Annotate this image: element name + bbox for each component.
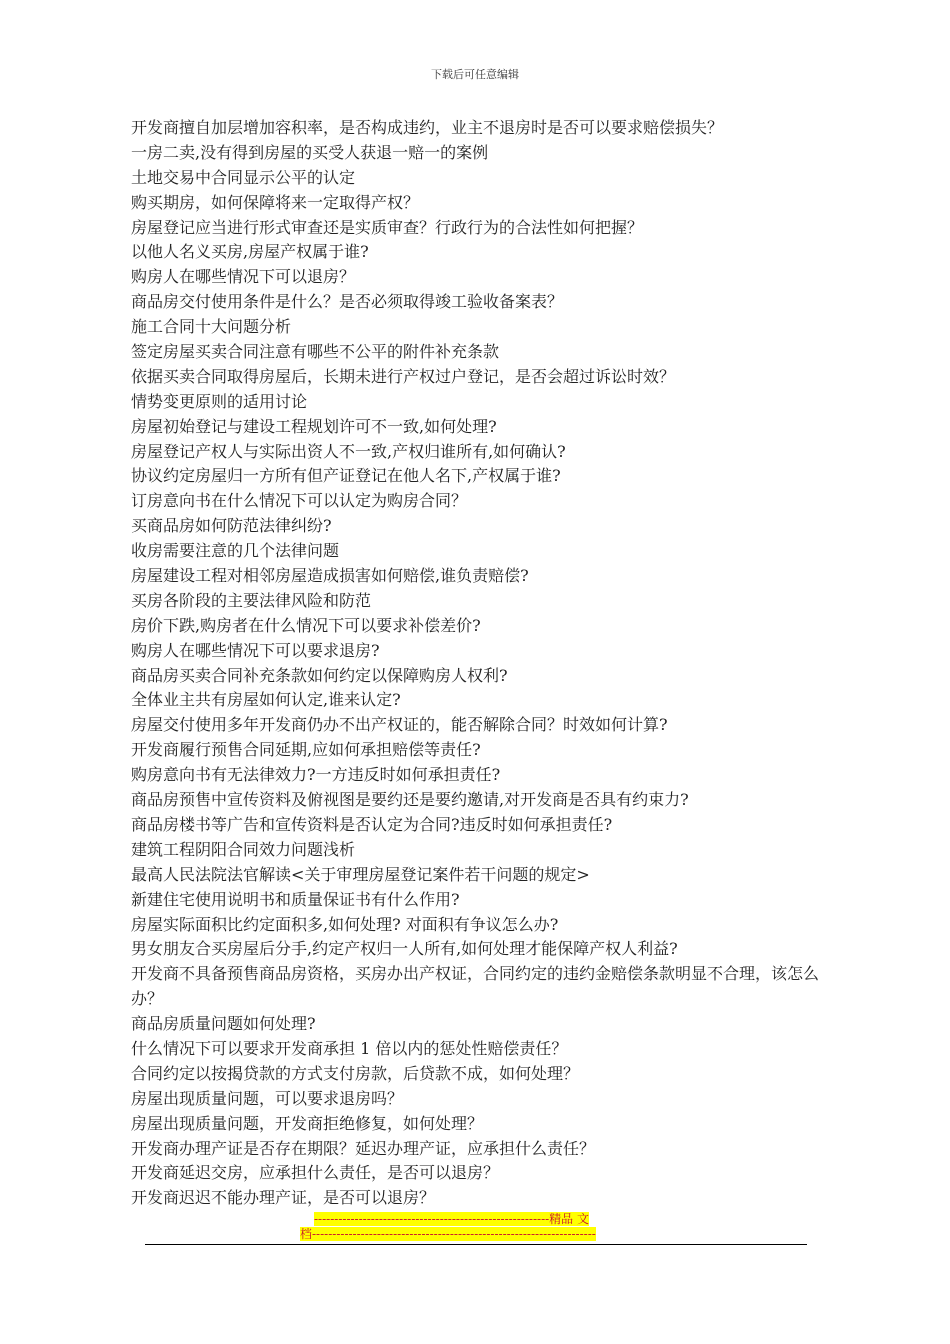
list-item: 房屋出现质量问题，可以要求退房吗？ <box>131 1088 404 1108</box>
list-item: 建筑工程阴阳合同效力问题浅析 <box>131 839 356 859</box>
list-item: 一房二卖,没有得到房屋的买受人获退一赔一的案例 <box>131 142 489 162</box>
list-item: 购房人在哪些情况下可以要求退房? <box>131 640 380 660</box>
footer-watermark <box>300 1212 650 1242</box>
list-item: 开发商履行预售合同延期,应如何承担赔偿等责任? <box>131 740 481 760</box>
footer-divider <box>145 1244 807 1245</box>
list-item: 开发商迟迟不能办理产证，是否可以退房？ <box>131 1188 436 1208</box>
list-item: 开发商不具备预售商品房资格，买房办出产权证，合同约定的违约金赔偿条款明显不合理，该怎么办？ <box>131 964 820 1009</box>
list-item: 订房意向书在什么情况下可以认定为购房合同？ <box>131 491 468 511</box>
list-item: 开发商延迟交房，应承担什么责任，是否可以退房？ <box>131 1163 500 1183</box>
list-item: 购房人在哪些情况下可以退房？ <box>131 267 356 287</box>
list-item: 房屋登记应当进行形式审查还是实质审查？行政行为的合法性如何把握？ <box>131 217 644 237</box>
question-list <box>131 116 843 1211</box>
list-item: 依据买卖合同取得房屋后，长期未进行产权过户登记，是否会超过诉讼时效？ <box>131 366 676 386</box>
footer-line-1: ----------------------------------------------------------精品 文 <box>314 1212 589 1226</box>
list-item: 买房各阶段的主要法律风险和防范 <box>131 590 372 610</box>
footer-line-2: 档---------------------------------------------------------------------- <box>300 1227 596 1241</box>
list-item: 商品房质量问题如何处理? <box>131 1014 316 1034</box>
list-item: 购买期房，如何保障将来一定取得产权？ <box>131 192 420 212</box>
list-item: 房屋登记产权人与实际出资人不一致,产权归谁所有,如何确认? <box>131 441 566 461</box>
list-item: 合同约定以按揭贷款的方式支付房款，后贷款不成，如何处理？ <box>131 1063 580 1083</box>
list-item: 商品房交付使用条件是什么？是否必须取得竣工验收备案表？ <box>131 292 564 312</box>
list-item: 房屋实际面积比约定面积多,如何处理? 对面积有争议怎么办? <box>131 914 559 934</box>
list-item: 房屋交付使用多年开发商仍办不出产权证的，能否解除合同？时效如何计算? <box>131 715 668 735</box>
list-item: 商品房楼书等广告和宣传资料是否认定为合同?违反时如何承担责任? <box>131 814 613 834</box>
list-item: 房屋出现质量问题，开发商拒绝修复，如何处理？ <box>131 1113 484 1133</box>
list-item: 土地交易中合同显示公平的认定 <box>131 167 356 187</box>
list-item: 买商品房如何防范法律纠纷? <box>131 516 332 536</box>
list-item: 施工合同十大问题分析 <box>131 317 292 337</box>
list-item: 收房需要注意的几个法律问题 <box>131 541 340 561</box>
list-item: 房价下跌,购房者在什么情况下可以要求补偿差价? <box>131 615 481 635</box>
list-item: 商品房买卖合同补充条款如何约定以保障购房人权利? <box>131 665 508 685</box>
list-item: 房屋建设工程对相邻房屋造成损害如何赔偿,谁负责赔偿? <box>131 566 529 586</box>
list-item: 房屋初始登记与建设工程规划许可不一致,如何处理? <box>131 416 497 436</box>
list-item: 全体业主共有房屋如何认定,谁来认定? <box>131 690 401 710</box>
list-item: 购房意向书有无法律效力?一方违反时如何承担责任? <box>131 765 501 785</box>
list-item: 协议约定房屋归一方所有但产证登记在他人名下,产权属于谁? <box>131 466 561 486</box>
list-item: 以他人名义买房,房屋产权属于谁? <box>131 242 369 262</box>
list-item: 开发商擅自加层增加容积率，是否构成违约，业主不退房时是否可以要求赔偿损失？ <box>131 118 724 137</box>
list-item: 新建住宅使用说明书和质量保证书有什么作用? <box>131 889 460 909</box>
list-item: 签定房屋买卖合同注意有哪些不公平的附件补充条款 <box>131 342 500 362</box>
list-item: 情势变更原则的适用讨论 <box>131 391 308 411</box>
list-item: 什么情况下可以要求开发商承担 1 倍以内的惩处性赔偿责任？ <box>131 1038 568 1058</box>
list-item: 开发商办理产证是否存在期限？延迟办理产证，应承担什么责任？ <box>131 1138 596 1158</box>
list-item: 商品房预售中宣传资料及俯视图是要约还是要约邀请,对开发商是否具有约束力? <box>131 790 689 810</box>
list-item: 男女朋友合买房屋后分手,约定产权归一人所有,如何处理才能保障产权人利益? <box>131 939 678 959</box>
page-header: 下载后可任意编辑 <box>431 68 519 81</box>
list-item: 最高人民法院法官解读<关于审理房屋登记案件若干问题的规定> <box>131 864 590 884</box>
